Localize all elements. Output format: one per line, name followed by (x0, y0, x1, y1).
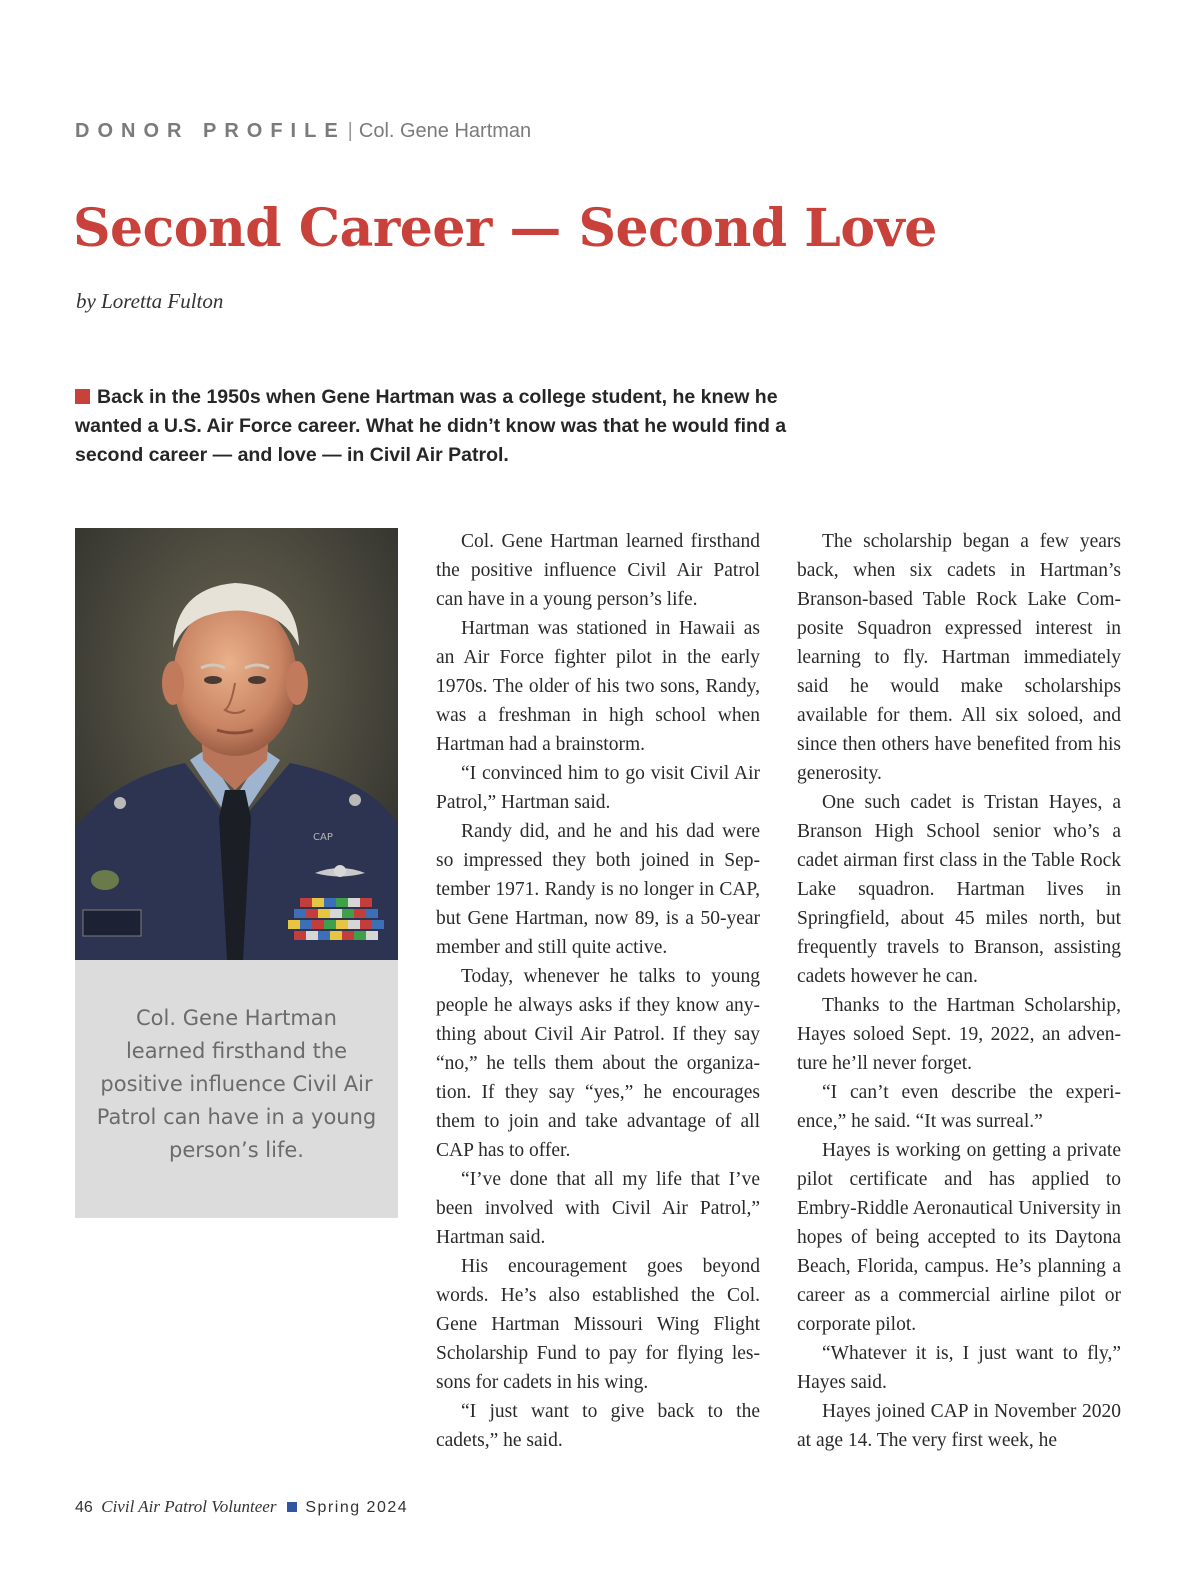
paragraph: “I just want to give back to the cadets,” he said. (436, 1401, 760, 1451)
portrait-illustration (75, 528, 398, 960)
paragraph: Hayes joined CAP in November 2020 at age 14. The very first week, he (797, 1401, 1121, 1451)
article-column-2 (797, 527, 1121, 1455)
uniform-cap-text: CAP (313, 832, 333, 843)
kicker-separator: | (347, 120, 353, 142)
article-title: Second Career — Second Love (73, 198, 937, 259)
paragraph: “Whatever it is, I just want to fly,” Hayes said. (797, 1343, 1121, 1393)
photo-caption: Col. Gene Hartman learned firsthand the positive influence Civil Air Patrol can have in a young person’s life. (96, 1006, 377, 1162)
page-footer (75, 1497, 408, 1517)
paragraph: Hartman was stationed in Hawaii as an Air Force fighter pilot in the early 1970s. The older of his two sons, Randy, was a freshman in high school when Hartman had a brainstorm. (436, 618, 760, 755)
paragraph: Hayes is working on getting a private pilot certificate and has applied to Embry-Riddle Aeronautical University in hopes of being accepted to its Daytona Beach, Florida, campus. He’s planning a career as a commercial airline pilot or corporate pilot. (797, 1140, 1121, 1335)
paragraph: Today, whenever he talks to young people he always asks if they know anything about Civil Air Patrol. If they say “no,” he tells them about the organization. If they say “yes,” he encourages them to join and take advantage of all CAP has to offer. (436, 966, 760, 1161)
publication-name: Civil Air Patrol Volunteer (101, 1497, 277, 1516)
page-number: 46 (75, 1499, 93, 1516)
portrait-photo (75, 528, 398, 960)
caption-box (75, 960, 398, 1218)
issue-label: Spring 2024 (305, 1499, 409, 1516)
paragraph: Thanks to the Hartman Scholarship, Hayes soloed Sept. 19, 2022, an adventure he’ll never forget. (797, 995, 1121, 1074)
paragraph: The scholarship began a few years back, when six cadets in Hartman’s Branson-based Table Rock Lake Composite Squadron expressed interest in learning to fly. Hartman immediately said he would make scholarships available for them. All six soloed, and since then others have benefited from his generosity. (797, 531, 1121, 784)
paragraph: Randy did, and he and his dad were so impressed they both joined in September 1971. Randy is no longer in CAP, but Gene Hartman, now 89, is a 50-year member and still quite active. (436, 821, 760, 958)
red-square-icon (75, 389, 90, 404)
paragraph: “I convinced him to go visit Civil Air Patrol,” Hartman said. (436, 763, 760, 813)
paragraph: His encouragement goes beyond words. He’s also established the Col. Gene Hartman Missouri Wing Flight Scholarship Fund to pay for flying lessons for cadets in his wing. (436, 1256, 760, 1393)
paragraph: “I can’t even describe the experience,” he said. “It was surreal.” (797, 1082, 1121, 1132)
kicker-subject: Col. Gene Hartman (358, 120, 532, 142)
article-column-1 (436, 527, 760, 1455)
section-label: DONOR PROFILE (75, 120, 346, 142)
paragraph: “I’ve done that all my life that I’ve been involved with Civil Air Patrol,” Hartman said. (436, 1169, 760, 1248)
lede-text: Back in the 1950s when Gene Hartman was a college student, he knew he wanted a U.S. Air Force career. What he didn’t know was that he would find a second career — and love — in Civil Air Patrol. (75, 386, 787, 466)
paragraph: Col. Gene Hartman learned firsthand the positive influence Civil Air Patrol can have in a young person’s life. (436, 531, 760, 610)
byline: by Loretta Fulton (76, 289, 224, 313)
article-lede (75, 383, 795, 470)
section-kicker (75, 120, 531, 143)
blue-square-icon (287, 1502, 297, 1512)
paragraph: One such cadet is Tristan Hayes, a Branson High School senior who’s a cadet airman first class in the Table Rock Lake squadron. Hartman lives in Springfield, about 45 miles north, but frequently travels to Branson, assisting cadets however he can. (797, 792, 1121, 987)
